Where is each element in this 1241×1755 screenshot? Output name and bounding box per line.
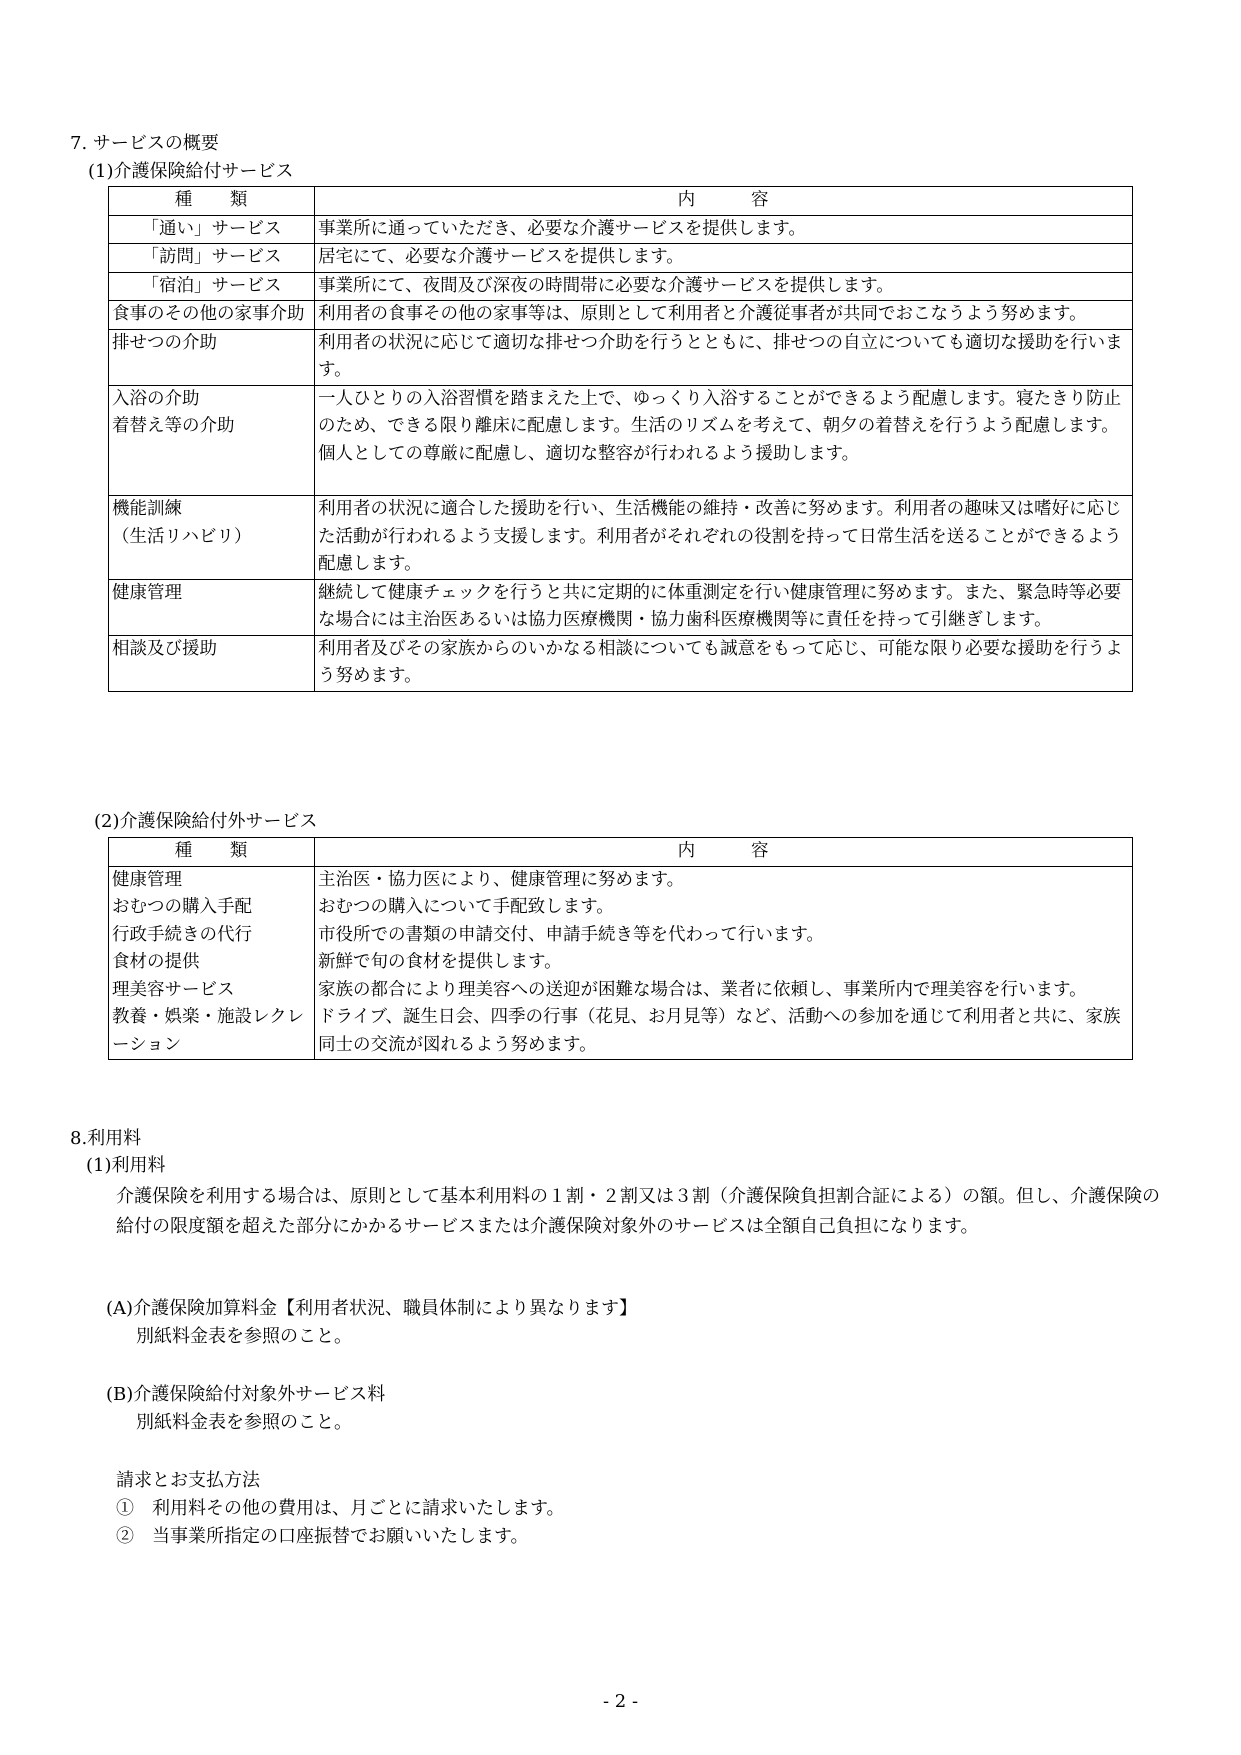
- table-row: [109, 301, 1133, 330]
- row-content-cell: 家族の都合により理美容への送迎が困難な場合は、業者に依頼し、事業所内で理美容を行います。: [315, 977, 1133, 1005]
- row-type-cell: 食事のその他の家事介助: [109, 301, 315, 330]
- row-type-cell: 排せつの介助: [109, 329, 315, 385]
- row-type-cell: 教養・娯楽・施設レクレーション: [109, 1004, 315, 1060]
- table-header-row: [109, 187, 1133, 216]
- row-content-cell: おむつの購入について手配致します。: [315, 894, 1133, 922]
- section7-sub2-title: (2)介護保険給付外サービス: [94, 811, 318, 832]
- table-header-type: 種 類: [109, 187, 315, 216]
- page-number: - 2 -: [602, 1691, 639, 1712]
- table-row: [109, 272, 1133, 301]
- billing-item-1: ① 利用料その他の費用は、月ごとに請求いたします。: [116, 1498, 565, 1519]
- table-header-content: 内 容: [315, 187, 1133, 216]
- row-content-cell: 居宅にて、必要な介護サービスを提供します。: [315, 244, 1133, 273]
- table-row: [109, 329, 1133, 385]
- row-type-cell: 理美容サービス: [109, 977, 315, 1005]
- fee-paragraph: 介護保険を利用する場合は、原則として基本利用料の１割・２割又は３割（介護保険負担割合証による）の額。但し、介護保険の給付の限度額を超えた部分にかかるサービスまたは介護保険対象外のサービスは全額自己負担になります。: [116, 1186, 1160, 1237]
- billing-title: 請求とお支払方法: [116, 1470, 260, 1491]
- row-content-cell: 継続して健康チェックを行うと共に定期的に体重測定を行い健康管理に努めます。また、緊急時等必要な場合には主治医あるいは協力医療機関・協力歯科医療機関等に責任を持って引継ぎします。: [315, 579, 1133, 635]
- table-row: [109, 244, 1133, 273]
- row-type-cell: 「訪問」サービス: [109, 244, 315, 273]
- billing-item-2: ② 当事業所指定の口座振替でお願いいたします。: [116, 1526, 529, 1547]
- table-row: [109, 385, 1133, 496]
- table-row: [109, 894, 1133, 922]
- row-type-cell: おむつの購入手配: [109, 894, 315, 922]
- non-insurance-services-table-body: [109, 838, 1133, 1060]
- item-b-title: (B)介護保険給付対象外サービス料: [106, 1384, 386, 1405]
- row-content-cell: 利用者の食事その他の家事等は、原則として利用者と介護従事者が共同でおこなうよう努めます。: [315, 301, 1133, 330]
- row-content-cell: 一人ひとりの入浴習慣を踏まえた上で、ゆっくり入浴することができるよう配慮します。寝たきり防止のため、できる限り離床に配慮します。生活のリズムを考えて、朝夕の着替えを行うよう配慮します。個人としての尊厳に配慮し、適切な整容が行われるよう援助します。: [315, 385, 1133, 496]
- item-a-text: 別紙料金表を参照のこと。: [136, 1326, 352, 1347]
- row-content-cell: 利用者及びその家族からのいかなる相談についても誠意をもって応じ、可能な限り必要な援助を行うよう努めます。: [315, 635, 1133, 691]
- table-row: [109, 635, 1133, 691]
- table-header-row: [109, 838, 1133, 867]
- row-content-cell: ドライブ、誕生日会、四季の行事（花見、お月見等）など、活動への参加を通じて利用者と共に、家族同士の交流が図れるよう努めます。: [315, 1004, 1133, 1060]
- row-content-cell: 市役所での書類の申請交付、申請手続き等を代わって行います。: [315, 922, 1133, 950]
- row-content-cell: 利用者の状況に応じて適切な排せつ介助を行うとともに、排せつの自立についても適切な援助を行います。: [315, 329, 1133, 385]
- row-type-cell: 「宿泊」サービス: [109, 272, 315, 301]
- row-type-cell: 食材の提供: [109, 949, 315, 977]
- row-type-cell: 入浴の介助 着替え等の介助: [109, 385, 315, 496]
- insurance-services-table-body: [109, 187, 1133, 692]
- section8-sub1-title: (1)利用料: [86, 1155, 166, 1176]
- row-type-cell: 相談及び援助: [109, 635, 315, 691]
- table-row: [109, 579, 1133, 635]
- section8-title: 8.利用料: [70, 1128, 142, 1149]
- row-content-cell: 新鮮で旬の食材を提供します。: [315, 949, 1133, 977]
- non-insurance-services-table: [108, 837, 1133, 1060]
- row-type-cell: 健康管理: [109, 579, 315, 635]
- section7-sub1-title: (1)介護保険給付サービス: [88, 161, 294, 182]
- row-content-cell: 事業所にて、夜間及び深夜の時間帯に必要な介護サービスを提供します。: [315, 272, 1133, 301]
- row-content-cell: 利用者の状況に適合した援助を行い、生活機能の維持・改善に努めます。利用者の趣味又は嗜好に応じた活動が行われるよう支援します。利用者がそれぞれの役割を持って日常生活を送ることができるよう配慮します。: [315, 496, 1133, 580]
- table-row: [109, 1004, 1133, 1060]
- table-row: [109, 922, 1133, 950]
- insurance-services-table: [108, 186, 1133, 692]
- table-header-type: 種 類: [109, 838, 315, 867]
- row-type-cell: 機能訓練 （生活リハビリ）: [109, 496, 315, 580]
- table-header-content: 内 容: [315, 838, 1133, 867]
- row-type-cell: 健康管理: [109, 866, 315, 894]
- table-row: [109, 215, 1133, 244]
- table-row: [109, 496, 1133, 580]
- row-content-cell: 事業所に通っていただき、必要な介護サービスを提供します。: [315, 215, 1133, 244]
- row-type-cell: 「通い」サービス: [109, 215, 315, 244]
- item-b-text: 別紙料金表を参照のこと。: [136, 1412, 352, 1433]
- section7-title: 7. サービスの概要: [70, 133, 219, 154]
- table-row: [109, 949, 1133, 977]
- row-type-cell: 行政手続きの代行: [109, 922, 315, 950]
- table-row: [109, 977, 1133, 1005]
- row-content-cell: 主治医・協力医により、健康管理に努めます。: [315, 866, 1133, 894]
- item-a-title: (A)介護保険加算料金【利用者状況、職員体制により異なります】: [106, 1298, 638, 1319]
- table-row: [109, 866, 1133, 894]
